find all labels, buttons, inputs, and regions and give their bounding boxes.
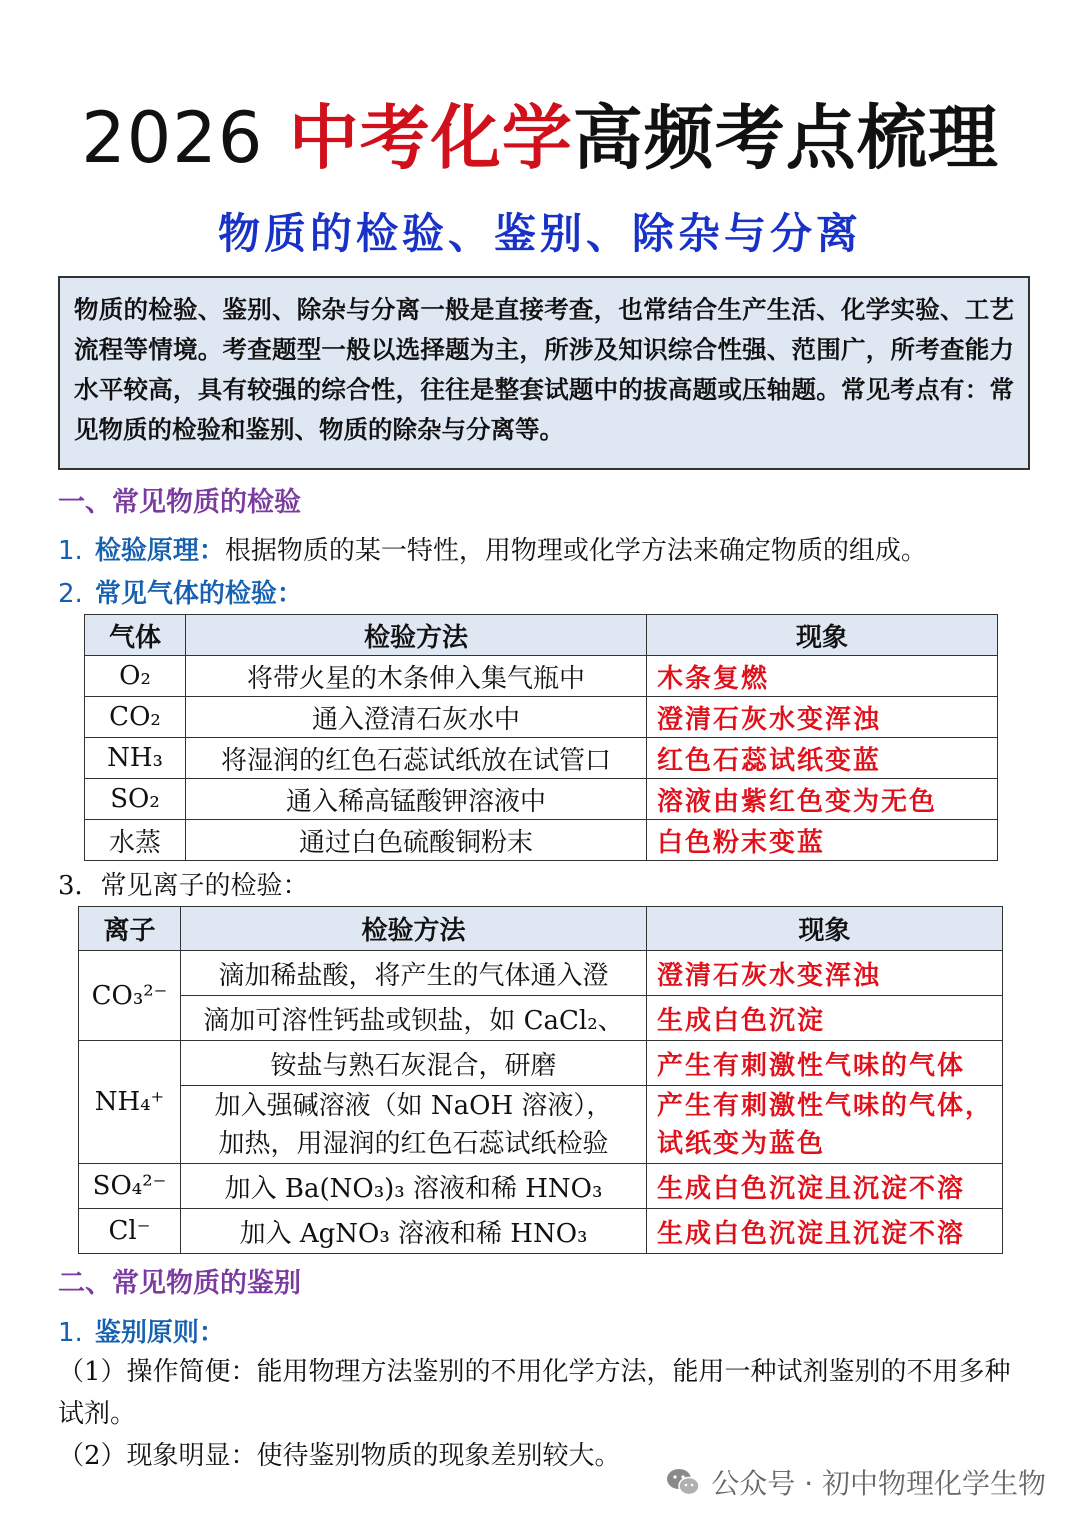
item-number: 1. [58, 536, 83, 566]
ion-cell: Cl⁻ [79, 1209, 181, 1254]
title-rest: 高频考点梳理 [572, 97, 999, 179]
intro-box: 物质的检验、鉴别、除杂与分离一般是直接考查，也常结合生产生活、化学实验、工艺流程等情境。考查题型一般以选择题为主，所涉及知识综合性强、范围广，所考查能力水平较高，具有较强的综合性，往往是整套试题中的拔高题或压轴题。常见考点有：常见物质的检验和鉴别、物质的除杂与分离等。 [58, 276, 1030, 470]
result-cell: 生成白色沉淀 [647, 996, 1003, 1041]
table-row [79, 996, 1003, 1041]
result-cell: 红色石蕊试纸变蓝 [647, 738, 998, 779]
gas-cell: SO₂ [85, 779, 186, 820]
method-line: 加入强碱溶液（如 NaOH 溶液）， [214, 1090, 613, 1121]
table-header-row [79, 907, 1003, 951]
page-subtitle: 物质的检验、鉴别、除杂与分离 [217, 209, 862, 258]
method-cell [181, 1086, 647, 1164]
ion-cell: SO₄²⁻ [79, 1164, 181, 1209]
method-cell: 将湿润的红色石蕊试纸放在试管口 [186, 738, 647, 779]
section-heading-1: 一、常见物质的检验 [58, 487, 301, 518]
result-cell: 木条复燃 [647, 656, 998, 697]
principle-line [58, 531, 927, 571]
page-title [0, 88, 1080, 188]
result-cell: 产生有刺激性气味的气体 [647, 1041, 1003, 1086]
result-cell [647, 1086, 1003, 1164]
column-header: 检验方法 [186, 615, 647, 656]
ion-test-heading: 3．常见离子的检验： [58, 871, 309, 901]
principle-paragraph-2: （2）现象明显：使待鉴别物质的现象差别较大。 [58, 1441, 621, 1471]
result-line: 产生有刺激性气味的气体， [657, 1090, 994, 1121]
table-row [85, 697, 998, 738]
item-text: 根据物质的某一特性，用物理或化学方法来确定物质的组成。 [224, 536, 927, 566]
result-cell: 生成白色沉淀且沉淀不溶 [647, 1209, 1003, 1254]
table-row [79, 1086, 1003, 1164]
section-heading-2: 二、常见物质的鉴别 [58, 1268, 301, 1299]
table-header-row [85, 615, 998, 656]
column-header: 离子 [79, 907, 181, 951]
column-header: 现象 [647, 615, 998, 656]
table-row [85, 779, 998, 820]
result-cell: 白色粉末变蓝 [647, 820, 998, 861]
method-cell: 通入稀高锰酸钾溶液中 [186, 779, 647, 820]
result-line: 试纸变为蓝色 [657, 1128, 826, 1159]
ion-cell: CO₃²⁻ [79, 951, 181, 1041]
method-cell: 加入 AgNO₃ 溶液和稀 HNO₃ [181, 1209, 647, 1254]
method-cell: 滴加可溶性钙盐或钡盐，如 CaCl₂、 [181, 996, 647, 1041]
method-cell: 滴加稀盐酸，将产生的气体通入澄 [181, 951, 647, 996]
wechat-icon [665, 1467, 701, 1497]
method-cell: 将带火星的木条伸入集气瓶中 [186, 656, 647, 697]
gas-cell: O₂ [85, 656, 186, 697]
ion-cell: NH₄⁺ [79, 1041, 181, 1164]
item-number: 2. [58, 579, 83, 609]
title-highlight: 中考化学 [288, 97, 573, 179]
table-row [85, 820, 998, 861]
item-label: 检验原理： [94, 536, 225, 566]
item-label: 鉴别原则： [94, 1318, 225, 1348]
gas-test-table [84, 614, 998, 861]
watermark [665, 1462, 1046, 1502]
method-cell: 通过白色硫酸铜粉末 [186, 820, 647, 861]
column-header: 气体 [85, 615, 186, 656]
method-cell: 铵盐与熟石灰混合，研磨 [181, 1041, 647, 1086]
title-year: 2026 [81, 97, 264, 179]
result-cell: 溶液由紫红色变为无色 [647, 779, 998, 820]
ion-test-table [78, 906, 1003, 1254]
gas-cell: NH₃ [85, 738, 186, 779]
gas-cell: CO₂ [85, 697, 186, 738]
column-header: 现象 [647, 907, 1003, 951]
method-cell: 通入澄清石灰水中 [186, 697, 647, 738]
identification-principle-heading [58, 1313, 225, 1353]
table-row [85, 738, 998, 779]
table-row [79, 1041, 1003, 1086]
column-header: 检验方法 [181, 907, 647, 951]
watermark-text: 公众号 · 初中物理化学生物 [711, 1467, 1046, 1500]
table-row [85, 656, 998, 697]
method-cell: 加入 Ba(NO₃)₃ 溶液和稀 HNO₃ [181, 1164, 647, 1209]
item-label: 常见气体的检验： [94, 579, 303, 609]
table-row [79, 1209, 1003, 1254]
result-cell: 澄清石灰水变浑浊 [647, 697, 998, 738]
gas-test-heading [58, 574, 303, 614]
item-number: 1. [58, 1318, 83, 1348]
method-line: 加热，用湿润的红色石蕊试纸检验 [218, 1128, 609, 1159]
result-cell: 澄清石灰水变浑浊 [647, 951, 1003, 996]
gas-cell: 水蒸 [85, 820, 186, 861]
table-row [79, 951, 1003, 996]
principle-paragraph-1: （1）操作简便：能用物理方法鉴别的不用化学方法，能用一种试剂鉴别的不用多种试剂。 [58, 1357, 1011, 1429]
result-cell: 生成白色沉淀且沉淀不溶 [647, 1164, 1003, 1209]
table-row [79, 1164, 1003, 1209]
